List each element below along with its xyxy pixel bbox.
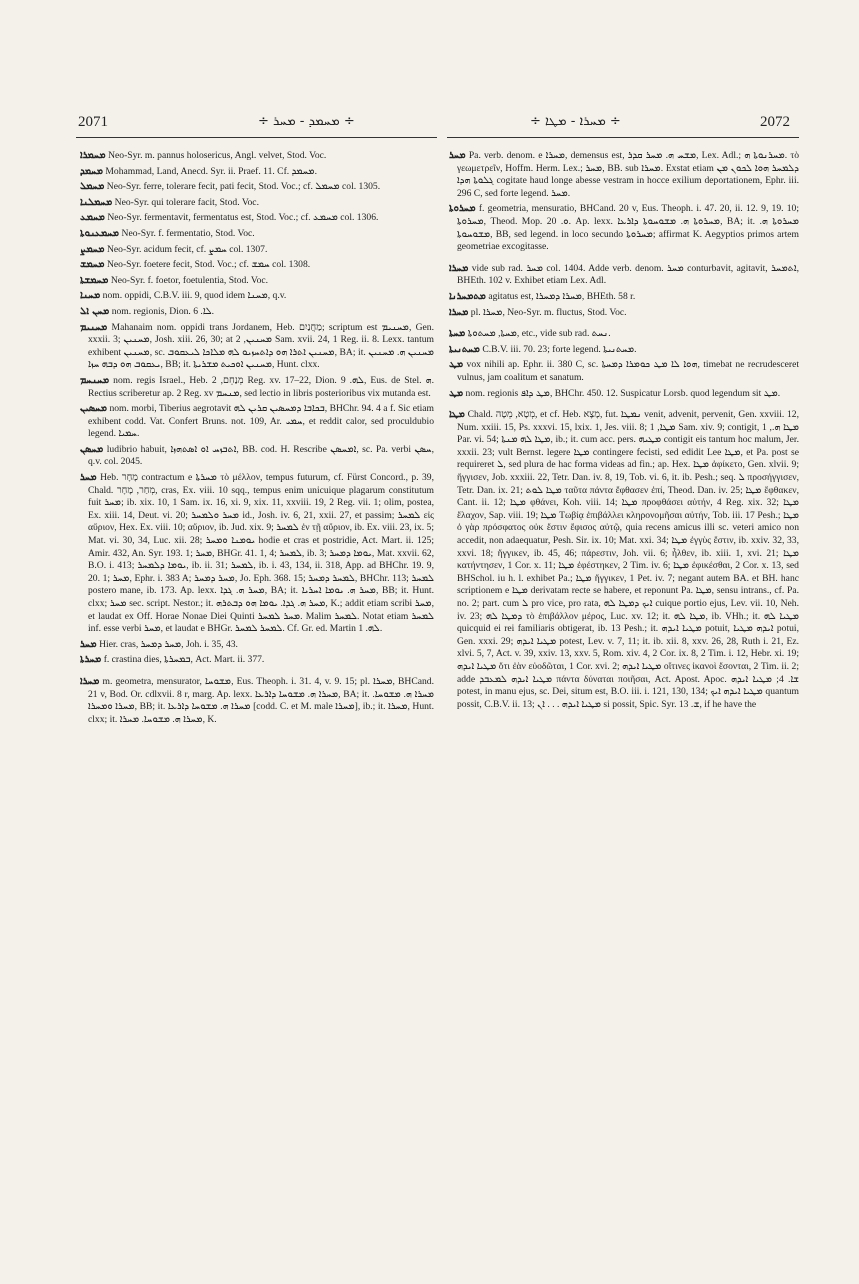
entry-headword: ܡܚܡܥ <box>80 212 105 224</box>
dictionary-entry <box>80 212 434 225</box>
dictionary-entry <box>449 409 799 711</box>
dictionary-entry <box>80 444 434 469</box>
entry-definition: ludibrio habuit, ܐܬܒܙܚ ܐܘ ܐܣܬܗܙܐ, BB. cod. H. Rescribe ܐܡܚܣܢ, sc. Pa. verbi ܚܣܢ, q.v. col. 2045. <box>88 443 434 468</box>
dictionary-entry <box>80 228 434 241</box>
entry-headword: ܡܚܪ <box>449 150 466 161</box>
entry-definition: C.B.V. iii. 70. 23; forte legend. ܡܚܬܢܝܬܐ. <box>482 343 637 355</box>
entry-headword: ܡܚܪܐ <box>449 306 469 318</box>
left-column <box>80 150 434 1262</box>
page-number-left: 2071 <box>78 114 108 130</box>
entry-definition: vox nihili ap. Ephr. ii. 380 C, sc. ܗܘܐ ܠܐ ܡܛ ܟܘܡܪܐ ܕܡܚܬܐ, timebat ne recrudesceret vulnus, jam coalitum et sanatum. <box>457 359 799 383</box>
dictionary-entry <box>80 375 434 400</box>
entry-headword: ܡܚܡܠܢܐ <box>80 196 113 208</box>
entry-definition: Neo-Syr. acidum fecit, cf. ܚܡܨ col. 1307. <box>107 243 268 255</box>
dictionary-entry <box>449 344 799 357</box>
entry-headword: ܡܛܐ <box>449 409 465 421</box>
dictionary-entry <box>80 676 434 726</box>
dictionary-entry <box>80 244 434 257</box>
entry-definition: nom. morbi, Tiberius aegrotavit ܒܟܐܒܐ ܕܡܚܣܝܢ ܩܪܝܢ ܠܗ, BHChr. 94. 4 a f. Sic etiam exhibent codd. Vat. Confert Bruns. not. 109, Ar. ܚܡܝ, et reddit calor, sed proculdubio legend. ܚܡܝܐ. <box>88 403 434 440</box>
dictionary-entry <box>449 203 799 253</box>
header-rule-left <box>76 137 437 138</box>
entry-headword: ܡܚܡܨ <box>80 243 105 255</box>
running-header-right: ÷ ܡܚܪܐ - ܡܛܐ ÷ <box>530 114 621 129</box>
dictionary-entry <box>449 307 799 320</box>
dictionary-entry <box>80 306 434 319</box>
entry-definition: Neo-Syr. m. pannus holosericus, Angl. velvet, Stod. Voc. <box>108 150 327 161</box>
entry-headword: ܡܛ <box>449 387 464 399</box>
entry-definition: nom. regionis ܡܛ ܕܐܦ, BHChr. 450. 12. Suspicatur Lorsb. quod legendum sit ܡܛ. <box>465 387 781 399</box>
entry-headword: ܡܚܡܪܐ <box>80 150 106 161</box>
entry-definition: Mahanaim nom. oppidi trans Jordanem, Heb. מַחֲנַיִם; scriptum est ܡܚܢܝܡ, Gen. xxxii. 3; ܡܚܢܝܢ, Josh. xiii. 26, 30; at ܡܚܢܝܢ, 2 Sam. xvii. 24, 1 Reg. ii. 8. Lexx. tantum exhibent ܡܚܢܝܢ, sc. ܡܚܢܝܢ ܐܬܪܐ ܗܘ ܕܐܬܚܙܝܘ ܠܗ ܡܠܐܟܐ ܠܝܥܩܘܒ, BA; it. ܡܚܢܝܢ ܗ. ܡܚܢܝܢ ܝܥܩܘܒ ܗܘ ܕܒܗ ܚܙܐ, BB; it. ܡܚܢܝܢ ܐܘܟܝܬ ܡܫܪܝܬܐ, Hunt. clxx. <box>88 321 434 371</box>
entry-headword: ܡܚܢܚܡ <box>80 374 110 386</box>
entry-definition: pl. ܡܚܪܐ, Neo-Syr. m. fluctus, Stod. Voc. <box>470 306 627 318</box>
entry-definition: agitatus est, ܡܚܪܐ ܕܡܚܪܐ, BHEth. 58 r. <box>488 290 636 302</box>
entry-definition: Pa. verb. denom. e ܡܚܪܐ, demensus est, ܡܫܚ ܗ. ܡܚܪ ܩܕܪ, Lex. Adl.; ܡܚܪܢܘܬܐ ܗ. τὸ γεωμετρεῖν, Hoffm. Herm. Lex.; ܡܚܪ, BB. sub ܡܚܪܐ. Exstat etiam ܕܠܡܚܪ ܗܘܐ ܠܟܘܢ ܡܢ ܓܠܘܬܐ ܗܕܐ cogitate haud longe abesse vestram in hocce exilium deportationem, Ephr. iii. 296 C, sed forte legend. ܡܚܪ. <box>457 150 799 199</box>
dictionary-entry <box>449 291 799 304</box>
dictionary-entry <box>449 388 799 401</box>
entry-definition: Hier. cras, ܡܚܪ ܕܡܚܪ, Joh. i. 35, 43. <box>99 638 238 650</box>
dictionary-entry <box>80 181 434 194</box>
entry-headword: ܡܚܪܐ <box>449 262 469 274</box>
entry-headword: ܡܚܡܕ <box>80 165 103 177</box>
dictionary-entry <box>80 322 434 372</box>
header-rule-right <box>447 137 799 138</box>
entry-headword: ܡܬܡܚܪܢܐ <box>449 290 486 302</box>
entry-headword: ܡܚܬܐ <box>449 328 466 340</box>
entry-definition: Neo-Syr. ferre, tolerare fecit, pati fecit, Stod. Voc.; cf. ܡܚܡܠ col. 1305. <box>106 181 381 193</box>
entry-definition: m. geometra, mensurator, ܡܫܘܚܐ, Eus. Theoph. i. 31. 4, v. 9. 15; pl. ܡܚܪܐ, BHCand. 21 v, Bod. Or. cdlxvii. 8 r, marg. Ap. lexx. ܡܚܪܐ ܗ. ܡܫܘܚܐ ܕܐܪܥܐ, BA; it. ܡܚܪܐ ܗ. ܡܫܘܚܐ. ܡܚܪܐ ܘܡܚܪܐ, BB; it. ܡܚܪܐ ܗ. ܡܫܘܚܐ ܕܐܪܥܐ [codd. C. et M. male ܡܚܪܐ], ib.; it. ܡܚܪܐ, Hunt. clxx; it. ܡܚܪܐ ܗ. ܡܫܘܚܐ. ܡܚܪܐ, K. <box>88 675 434 725</box>
entry-definition: nom. regis Israel., Heb. מְנַחֵם, 2 Reg. xv. 17–22, Dion. ܠܗ. 9, Eus. de Stel. ܗ. Rectius scriberetur ap. 2 Reg. xv ܡܢܚܡ, sed lectio in libris posterioribus vix mutanda est. <box>88 374 434 399</box>
dictionary-entry <box>80 275 434 288</box>
dictionary-entry <box>80 259 434 272</box>
entry-headword: ܡܚܢܐ <box>80 290 101 302</box>
entry-definition: nom. oppidi, C.B.V. iii. 9, quod idem ܡܚܢܐ, q.v. <box>102 290 287 302</box>
entry-definition: Neo-Syr. f. foetor, foetulentia, Stod. Voc. <box>110 274 269 286</box>
entry-definition: Neo-Syr. fermentavit, fermentatus est, Stod. Voc.; cf. ܡܚܡܥ col. 1306. <box>107 212 379 224</box>
dictionary-entry <box>449 150 799 200</box>
entry-headword: ܡܚܪܬܐ <box>80 654 102 666</box>
entry-definition: Mohammad, Land, Anecd. Syr. ii. Praef. 11. Cf. ܡܚܡܕ. <box>105 165 317 177</box>
dictionary-entry <box>80 403 434 441</box>
right-column <box>449 150 799 1262</box>
dictionary-entry <box>449 263 799 288</box>
dictionary-entry <box>80 197 434 210</box>
entry-headword: ܡܚܡܫ <box>80 259 105 271</box>
entry-headword: ܡܚܪܘܬܐ <box>449 203 476 215</box>
entry-headword: ܡܚܣܢ <box>80 443 104 455</box>
entry-headword: ܡܚܪ <box>80 638 97 650</box>
dictionary-entry <box>80 290 434 303</box>
entry-definition: f. geometria, mensuratio, BHCand. 20 v, Eus. Theoph. i. 47. 20, ii. 12. 9, 19. 10; ܡܚܪܘܬܐ, Theod. Mop. ܘ. 20. Ap. lexx. ܡܚܪܘܬܐ ܗ. ܡܫܘܚܘܬܐ ܕܐܪܥܐ, BA; it. ܡܚܪܘܬܐ ܗ. ܡܫܘܚܘܬܐ, BB, sed legend. in loco secundo ܡܚܪܘܬܐ; affirmat K. Aegyptios primos artem geometriae excogitasse. <box>457 203 799 253</box>
entry-headword: ܡܚܡܥܢܘܬܐ <box>80 227 120 239</box>
running-header-left: ÷ ܡܚܡܕ - ܡܚܪ ÷ <box>258 114 355 129</box>
entry-headword: ܡܚܡܫܬܐ <box>80 274 109 286</box>
entry-headword: ܡܛ <box>449 359 464 371</box>
dictionary-entry <box>449 359 799 384</box>
entry-headword: ܡܚܪܐ <box>80 675 100 687</box>
entry-definition: Chald. מְטָא, מְטָה, et cf. Heb. מָצָא, fut. ܢܡܛܐ venit, advenit, pervenit, Gen. xxviii. 12, Num. xxiii. 15, Ps. xxxvi. 15, lxix. 1, Jes. viii. 8; ܡܛܐ, 1 Sam. xiv. 9; contigit, ܡܛܐ ܗ., 1 Par. vi. 54; ܡܛܐ ܠܗ ܡܢܬܐ, ib.; it. cum acc. pers. ܡܛܝܗ contigit eis tantum hoc malum, Jer. xxxii. 23; vult Bernst. legere ܡܛܐ contingere fecisti, sed edidit Lee ܡܛܐ, et Pa. post se requireret ܠ, sed plura de hac forma videas ad fin.; ap. Hex. ܡܛܐ ἀφίκετο, Gen. xlvii. 9; ἤγγισεν, Job. xxxiii. 22, Tetr. Dan. iv. 8, 19, Tob. vi. 6, it. ib. Pesh.; seq. ܠ προσήγγισεν, Tetr. Dan. ix. 21; ܡܛܐ ܠܘܬ ταῦτα πάντα ἔφθασεν ἐπί, Theod. Dan. iv. 25; ܡܛܐ ἔφθακεν, Cant. ii. 12; ܡܛܐ φθάνει, Koh. viii. 14; ܡܛܐ προφθάσει αὐτήν, 4 Reg. xix. 32; ܡܛܐ ἔλαχον, Sap. viii. 19; ܡܛܐ Τωβίᾳ ἐπιβάλλει κληρονομῆσαι αὐτήν, Tob. iii. 17 Pesh.; ܡܛܐ ὁ γὰρ πρόσφατος οὐκ ἔστιν ἔφισος αὐτῷ, quia recens amicus illi sc. veteri amico non accedit, non adaequatur, Pesh. Sir. ix. 10; Mat. xxi. 34; ܡܛܐ ἐγγὺς ἔστιν, ib. xxiv. 32, 33, xxvi. 18; ἤγγικεν, ib. 45, 46; πάρεστιν, Joh. vii. 6; ἦλθεν, ib. xiii. 1, xvi. 21; ܡܛܐ κατήντησεν, 1 Cor. x. 11; ܡܛܐ ἐφέστηκεν, 2 Tim. iv. 6; ܡܛܐ ἐφικέσθαι, 2 Cor. x. 13, sed BHSchol. iu h. l. exhibet Pa.; ܡܛܐ ἤγγικεν, 1 Pet. iv. 7; negant autem BA. et BH. hanc scriptionem e ܡܛܐ derivatam recte se habere, et reponunt Pa. ܡܛܐ, sensu intrans., cf. Pa. no. 2; part. cum ܠ pro vice, pro rata, ܐܝܟ ܕܡܛܐ ܠܗ cuique portio ejus, Lev. vii. 10, Neh. iv. 23; ܕܡܛܐ ܠܗ τὸ ἐπιβάλλον μέρος, Luc. xv. 12; it. ܡܛܐ ܠܗ, ib. VHh.; it. ܡܛܝܐ ܠܗ quicquid ei rei familiaris obtigerat, ib. 13 Pesh.; it. ܡܛܝܐ ܐܝܕܗ potuit, ܐܝܕܗ ܡܛܝܐ potui, Gen. xxxi. 29; ܡܛܝܐ ܐܝܕܗ potest, Lev. v. 7, 11; it. ib. xii. 8, xxv. 26, 28, Ruth i. 21, Ez. xlvi. 5, 7, Act. v. 39, xxiv. 13, xxv. 5, Rom. xiv. 4, 2 Cor. ix. 8, 2 Tim. i. 12, Hebr. xi. 19; ܡܛܝܐ ܐܝܕܗ ὅτι ἐὰν εὐοδῶται, 1 Cor. xvi. 2; ܡܛܝܐ ܐܝܕܗ οἵτινες ἱκανοὶ ἔσονται, 2 Tim. ii. 2; adde ܡܛܝܐ ܐܝܕܗ ܠܡܥܒܕ πάντα δύναται ποιῆσαι, Act. Apost. Apoc. ܫܐ. 4; ܡܛܝܐ ܐܝܕܗ potest, in manu ejus, sc. Dei, situm est, B.O. iii. i. 121, 130, 134; ܡܛܝܐ ܐܝܕܗ ܐܝܟ quantum possit, C.B.V. ii. 13; ܡܛܝܐ ܐܝܕܗ . . . ܐܢ si possit, Spic. Syr. ܫ. 13, if he have the <box>457 409 799 710</box>
entry-definition: Neo-Syr. foetere fecit, Stod. Voc.; cf. ܚܡܫ col. 1308. <box>107 259 311 271</box>
entry-definition: Neo-Syr. f. fermentatio, Stod. Voc. <box>121 227 255 239</box>
dictionary-entry <box>80 166 434 179</box>
dictionary-entry <box>80 639 434 652</box>
entry-definition: Heb. מָחָר contractum e ܡܚܪܬܐ τὸ μέλλον, tempus futurum, cf. Fürst Concord., p. 39, Chald. מְחַר, מָחָר, cras, Ex. viii. 10 sqq., tempus enim unicuique plagarum constitutum fuit ܡܚܪ; ib. xix. 10, 1 Sam. ix. 16, xi. 9, xix. 11, xxviii. 19, 2 Reg. vii. 1; olim, postea, Ex. xiii. 14, Deut. vi. 20; ܡܚܪ ܘܠܡܚܪ id., Josh. iv. 6, 21, xxii. 27, et passim; ܠܡܚܪ εἰς αὔριον, Hex. Ex. viii. 10; αὔριον, ib. Jud. xix. 9; ܠܡܚܪ ἐν τῇ αὔριον, ib. Ex. viii. 23, ix. 5; Mat. vi. 30, 34, Luc. xii. 28; ܝܘܡܢܐ ܘܡܚܪ hodie et cras et postridie, Act. Mart. ii. 125; Amir. 432, An. Syr. 193. 1; ܡܚܪ, BHGr. 41. 1, 4; ܠܡܚܪ, ib. 3; ܝܘܡܐ ܕܡܚܪ, Mat. xxvii. 62, B.O. i. 413; ܝܘܡܐ ܕܠܡܚܪ, ib. ii. 31; ܠܡܚܪ, ib. i. 43, 134, ii. 318, App. ad BHChr. 19. 9, 20. 1; ܡܚܪ, Ephr. i. 383 A; ܡܚܪ ܕܡܚܪ, Jo. Eph. 368. 15; ܠܡܚܪ ܕܡܚܪ, BHChr. 113; ܠܡܚܪ postero mane, ib. 173. Ap. lexx. ܡܚܪ ܗ. ܓܕܐ, BA; it. ܡܚܪ ܗ. ܝܘܡܐ ܐܚܪܝܐ, BB; it. Hunt. clxx; ܡܚܪ sec. script. Nestor.; it. ܡܚܪ ܗ. ܓܕܐ. ܝܘܡܐ ܗܘ ܕܒܬܪܗ, K.; addit etiam scribi ܡܚܪ, et laudat ex Off. Horae Nonae Diei Quinti ܡܚܪ ܠܡܚܪ. Malim ܠܡܚܪ. Notat etiam ܠܡܚܪ inf. esse verbi ܡܚܪ, et laudat e BHGr. ܠܡܚܪ ܠܡܚܪ. Cf. Gr. ed. Martin ܠܗ. 1. <box>88 472 434 635</box>
entry-headword: ܡܚܬܢܝܬܐ <box>449 343 480 355</box>
page-number-right: 2072 <box>760 114 790 130</box>
dictionary-entry <box>80 472 434 636</box>
entry-headword: ܡܚܢ ܐܠ <box>80 305 110 317</box>
dictionary-entry <box>80 150 434 163</box>
entry-definition: vide sub rad. ܡܚܪ col. 1404. Adde verb. denom. ܡܚܪ conturbavit, agitavit, ܐܬܡܚܪ, BHEth. 102 v. Exhibet etiam Lex. Adl. <box>457 262 799 287</box>
entry-definition: f. crastina dies, ܒܡܚܪܬܐ, Act. Mart. ii. 377. <box>103 654 265 666</box>
entry-headword: ܡܚܪ <box>80 472 97 484</box>
entry-definition: nom. regionis, Dion. ܠܐ. 6. <box>111 305 215 317</box>
entry-definition: Neo-Syr. qui tolerare facit, Stod. Voc. <box>114 196 259 208</box>
entry-headword: ܡܚܢܝܡ <box>80 321 108 333</box>
entry-headword: ܡܚܣܝܢ <box>80 403 107 415</box>
dictionary-entry <box>449 328 799 341</box>
entry-headword: ܡܚܡܠ <box>80 181 105 193</box>
entry-definition: ܡܚܬܐ, ܡܚܬܘܬܐ, etc., vide sub rad. ܢܚܬ. <box>467 328 611 340</box>
dictionary-entry <box>80 654 434 667</box>
